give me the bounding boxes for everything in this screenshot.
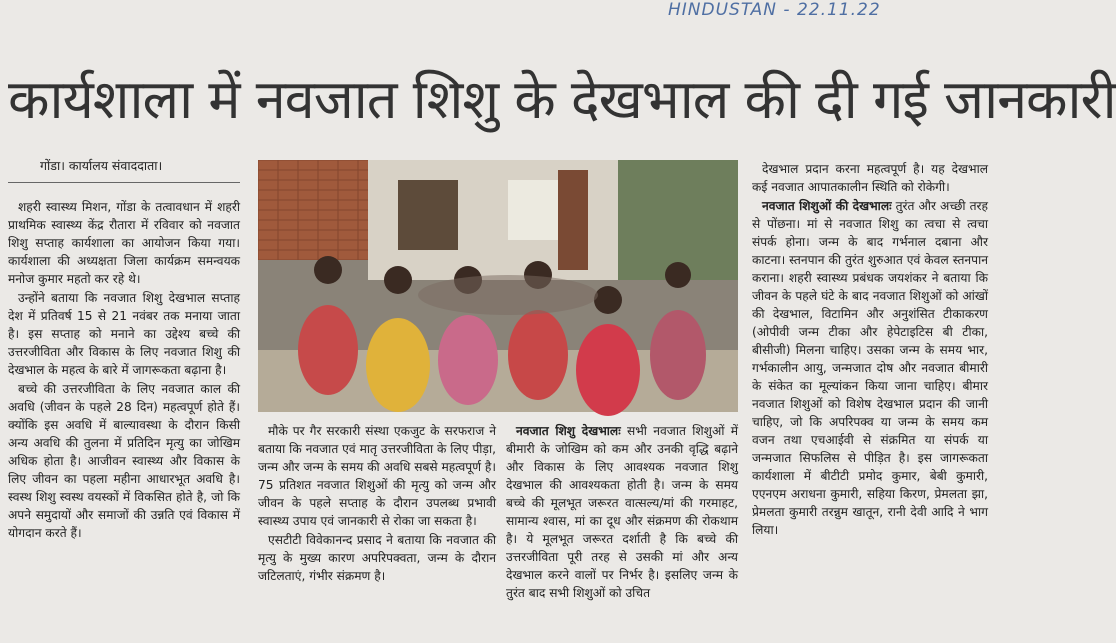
headline: कार्यशाला में नवजात शिशु के देखभाल की दी गई जानकारी xyxy=(8,68,1116,131)
paragraph xyxy=(506,422,738,602)
paragraph: उन्होंने बताया कि नवजात शिशु देखभाल सप्ताह देश में प्रतिवर्ष 15 से 21 नवंबर तक मनाया जाता है। इस सप्ताह को मनाने का उद्देश्य बच्चे की उत्तरजीविता और विकास के लिए नवजात शिशु की देखभाल के महत्व के बारे में जागरूकता बढ़ाना है। xyxy=(8,291,240,377)
paragraph: देखभाल प्रदान करना महत्वपूर्ण है। यह देखभाल कई नवजात आपातकालीन स्थिति को रोकेगी। xyxy=(752,162,988,194)
byline: गोंडा। कार्यालय संवाददाता। xyxy=(40,158,163,173)
article-column-4 xyxy=(752,160,988,540)
paragraph xyxy=(752,197,988,539)
paragraph: बच्चे की उत्तरजीविता के लिए नवजात काल की अवधि (जीवन के पहले 28 दिन) महत्वपूर्ण होते हैं। क्योंकि इस अवधि में बाल्यावस्था के दौरान किसी अन्य अवधि की तुलना में प्रतिदिन मृत्यु का जोखिम अधिक होता है। आजीवन स्वास्थ्य और विकास के लिए जीवन का पहला महीना आधारभूत अवधि है। स्वस्थ शिशु स्वस्थ वयस्कों में विकसित होते है, जो कि अपने समुदायों और समाजों की उन्नति एवं विकास में योगदान करते हैं। xyxy=(8,382,240,540)
paragraph-text: सभी नवजात शिशुओं में बीमारी के जोखिम को कम और उनकी वृद्धि बढ़ाने और विकास के लिए आवश्यक नवजात शिशु देखभाल की आवश्यकता होती है। जन्म के समय बच्चे की मूलभूत जरूरत वात्सल्य/मां की गरमाहट, सामान्य श्वास, मां का दूध और संक्रमण की रोकथाम है। ये मूलभूत जरूरत दर्शाती है कि बच्चे की उत्तरजीविता पूरी तरह से उसकी मां और अन्य देखभाल करने वालों पर निर्भर है। इसलिए जन्म के तुरंत बाद सभी शिशुओं को उचित xyxy=(506,424,739,600)
byline-divider xyxy=(8,182,240,183)
paragraph: मौके पर गैर सरकारी संस्था एकजुट के सरफराज ने बताया कि नवजात एवं मातृ उत्तरजीविता के लिए पीड़ा, जन्म और जन्म के समय की अवधि सबसे महत्वपूर्ण है। 75 प्रतिशत नवजात शिशुओं की मृत्यु को जन्म और जीवन के पहले सप्ताह के दौरान उपलब्ध प्रभावी स्वास्थ्य उपाय एवं जानकारी से रोका जा सकता है। xyxy=(258,424,496,528)
workshop-photo-illustration xyxy=(258,160,738,412)
subheading: नवजात शिशुओं की देखभालः xyxy=(762,199,892,213)
article-column-3 xyxy=(506,422,738,603)
paragraph: एसटीटी विवेकानन्द प्रसाद ने बताया कि नवजात की मृत्यु के मुख्य कारण अपरिपक्वता, जन्म के दौरान जटिलताएं, गंभीर संक्रमण है। xyxy=(258,533,496,583)
article-column-2 xyxy=(258,422,496,586)
news-photo xyxy=(258,160,738,412)
subheading: नवजात शिशु देखभालः xyxy=(516,424,621,438)
paragraph: शहरी स्वास्थ्य मिशन, गोंडा के तत्वावधान में शहरी प्राथमिक स्वास्थ्य केंद्र रौतारा में रविवार को नवजात शिशु सप्ताह कार्यशाला का आयोजन किया गया। कार्यशाला की अध्यक्षता जिला कार्यक्रम समन्वयक मनोज कुमार महतो कर रहे थे। xyxy=(8,200,240,286)
paragraph-text: तुरंत और अच्छी तरह से पोंछना। मां से नवजात शिशु का त्वचा से त्वचा संपर्क होना। जन्म के बाद गर्भनाल दबाना और काटना। स्तनपान की तुरंत शुरुआत एवं केवल स्तनपान कराना। शहरी स्वास्थ्य प्रबंधक जयशंकर ने बताया कि जीवन के पहले घंटे के बाद नवजात शिशुओं को आंखों की देखभाल, विटामिन और अनुशंसित टीकाकरण (ओपीवी जन्म टीका और हेपेटाइटिस बी टीका, बीसीजी) मिलना चाहिए। उसका जन्म के समय भार, गर्भकालीन आयु, जन्मजात दोष और नवजात बीमारी के संकेत का मूल्यांकन किया जाना चाहिए। बीमार नवजात शिशुओं को विशेष देखभाल प्रदान की जानी चाहिए, जो कि अपरिपक्व या जन्म के समय कम वजन तथा एचआईवी से संक्रमित या संपर्क या जन्मजात सिफलिस से पीड़ित है। इस जागरूकता कार्यशाला में बीटीटी प्रमोद कुमार, बेबी कुमारी, एएनएम अराधना कुमारी, सहिया किरण, प्रेमलता झा, प्रेमलता कुमारी तरन्नुम खातून, रानी देवी आदि ने भाग लिया। xyxy=(752,199,988,537)
handwritten-date-annotation: HINDUSTAN - 22.11.22 xyxy=(668,0,881,20)
article-column-1 xyxy=(8,198,240,543)
